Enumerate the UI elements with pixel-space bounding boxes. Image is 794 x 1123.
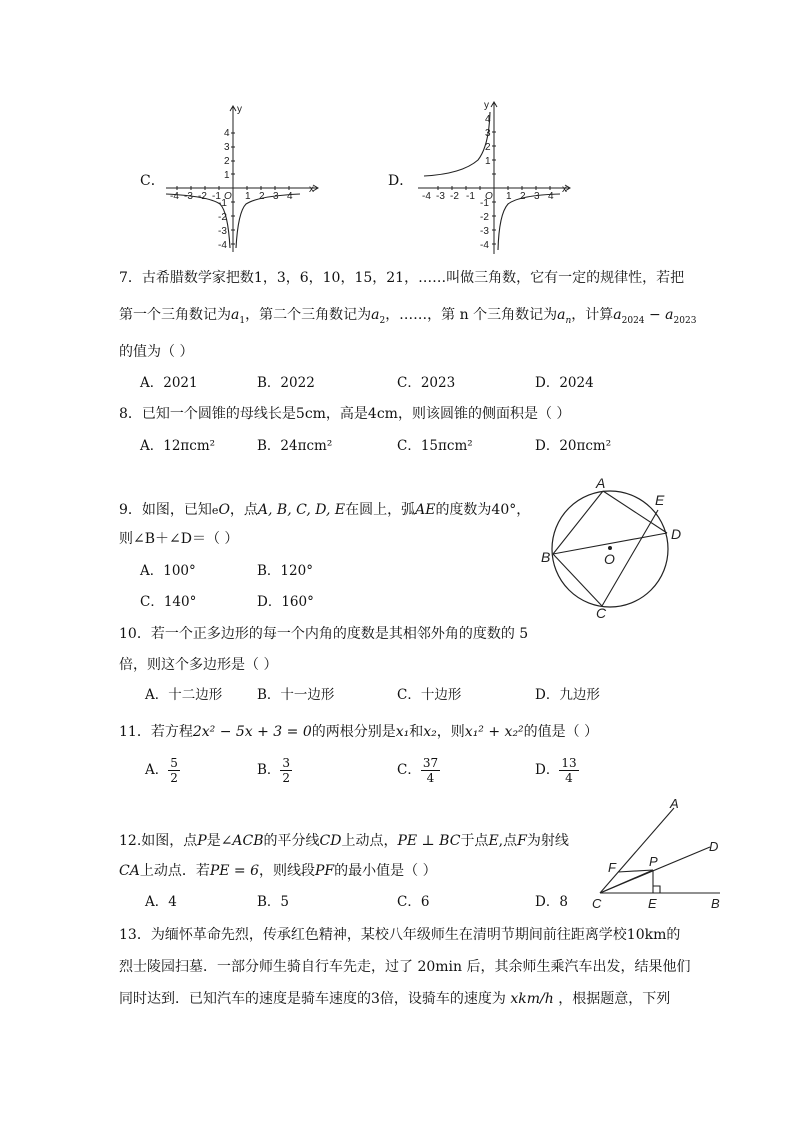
graph-d-ytick: 1: [485, 156, 491, 167]
q7-option-b[interactable]: B．2022: [257, 375, 315, 391]
q13-line2: 烈士陵园扫墓．一部分师生骑自行车先走，过了 20min 后，其余师生乘汽车出发，结果他们: [119, 959, 691, 975]
label-e: E: [655, 492, 665, 508]
q8-stem: 8．已知一个圆锥的母线长是5cm，高是4cm，则该圆锥的侧面积是（ ）: [119, 406, 571, 422]
graph-c-axes: [166, 106, 318, 252]
q12-option-b[interactable]: B．5: [257, 894, 290, 910]
label-d: D: [671, 526, 682, 542]
graph-d-origin: O: [485, 191, 493, 202]
q8-option-d[interactable]: D．20πcm²: [535, 438, 612, 454]
q12-line1: 12.如图，点P是∠ACB的平分线CD上动点，PE ⊥ BC于点E,点F为射线: [119, 833, 569, 849]
q13-line3: 同时达到．已知汽车的速度是骑车速度的3倍，设骑车的速度为 xkm/h ，根据题意，下列: [119, 991, 671, 1007]
q9-option-b[interactable]: B．120°: [257, 563, 313, 579]
graph-d-xtick: 2: [520, 191, 526, 202]
graph-c-origin: O: [224, 191, 232, 202]
q6-graph-d: [410, 96, 580, 260]
q9-circle-figure: [536, 474, 692, 620]
q10-option-b[interactable]: B．十一边形: [257, 687, 335, 703]
q9-line1: 9．如图，已知eO，点A, B, C, D, E在圆上，弧AE的度数为40°，: [119, 502, 531, 518]
label-a: A: [670, 796, 679, 811]
q6-graph-c: [158, 100, 328, 260]
q9-option-a[interactable]: A．100°: [140, 563, 196, 579]
q12-option-d[interactable]: D．8: [535, 894, 568, 910]
q11-stem: 11．若方程2x² − 5x + 3 = 0的两根分别是x₁和x₂，则x₁² + x₂²的值是（ ）: [119, 724, 599, 740]
label-a: A: [596, 475, 606, 491]
graph-d-xtick: 1: [506, 191, 512, 202]
graph-d-y-label: y: [484, 100, 489, 111]
center-point: [608, 546, 612, 550]
q10-option-c[interactable]: C．十边形: [397, 687, 462, 703]
graph-c-ytick: -1: [218, 198, 227, 209]
q10-line1: 10．若一个正多边形的每一个内角的度数是其相邻外角的度数的 5: [119, 626, 529, 642]
q8-option-a[interactable]: A．12πcm²: [140, 438, 216, 454]
right-angle-mark: [653, 886, 660, 893]
graph-d-ytick: 3: [485, 128, 491, 139]
graph-d-curves: [424, 112, 560, 250]
q11-option-a[interactable]: A． $\frac{5}{2}$: [145, 756, 178, 785]
label-o: O: [604, 551, 615, 567]
label-b: B: [711, 896, 720, 911]
graph-d-ytick: -2: [480, 212, 489, 223]
graph-c-xtick: 1: [245, 191, 251, 202]
graph-d-axes: [418, 102, 570, 254]
graph-d-xtick: -2: [450, 191, 459, 202]
graph-c-ytick: 4: [224, 128, 230, 139]
graph-c-ytick: 2: [224, 156, 230, 167]
label-c: C: [592, 896, 602, 911]
graph-c-xtick: 4: [287, 191, 293, 202]
q11-option-c[interactable]: C． $\frac{37}{4}$: [397, 756, 439, 785]
q10-option-a[interactable]: A．十二边形: [145, 687, 223, 703]
ray-ca: [600, 808, 674, 893]
q7-line2: 第一个三角数记为$a_1$，第二个三角数记为$a_2$，……，第 n 个三角数记为$a_n$，计算$a_{2024} - a_{2023}$: [119, 307, 697, 326]
graph-c-ytick: 1: [224, 170, 230, 181]
graph-c-xtick: -3: [184, 191, 193, 202]
label-f: F: [608, 860, 616, 875]
q12-option-c[interactable]: C．6: [397, 894, 430, 910]
graph-d-xtick: 3: [534, 191, 540, 202]
q12-line2: CA上动点．若PE = 6，则线段PF的最小值是（ ）: [119, 863, 437, 879]
graph-c-xtick: -1: [212, 191, 221, 202]
label-b: B: [541, 549, 551, 565]
graph-c-ytick: -3: [218, 226, 227, 237]
graph-c-xtick: -2: [198, 191, 207, 202]
graph-c-x-label: x: [309, 184, 314, 195]
graph-c-ytick: -4: [218, 240, 227, 251]
q11-option-d[interactable]: D． $\frac{13}{4}$: [535, 756, 577, 785]
q7-option-a[interactable]: A．2021: [140, 375, 198, 391]
graph-c-xtick: 3: [273, 191, 279, 202]
q13-line1: 13．为缅怀革命先烈，传承红色精神，某校八年级师生在清明节期间前往距离学校10km的: [119, 927, 681, 943]
q8-option-c[interactable]: C．15πcm²: [397, 438, 473, 454]
graph-c-y-label: y: [237, 104, 242, 115]
label-p: P: [649, 854, 658, 869]
q7-line1: 7．古希腊数学家把数1，3，6，10，15，21，……叫做三角数，它有一定的规律性，若把: [119, 270, 685, 286]
q10-line2: 倍，则这个多边形是（ ）: [119, 657, 278, 673]
q7-option-c[interactable]: C．2023: [397, 375, 456, 391]
q8-option-b[interactable]: B．24πcm²: [257, 438, 333, 454]
graph-c-xtick: 2: [259, 191, 265, 202]
graph-d-ytick: 4: [485, 114, 491, 125]
graph-d-ytick: -3: [480, 226, 489, 237]
q10-option-d[interactable]: D．九边形: [535, 687, 600, 703]
q9-option-d[interactable]: D．160°: [257, 594, 314, 610]
graph-d-x-label: x: [562, 184, 567, 195]
q7-line3: 的值为（ ）: [119, 344, 194, 360]
q6-option-d-label: D．: [388, 173, 414, 189]
q12-angle-figure: [586, 794, 736, 914]
q9-option-c[interactable]: C．140°: [140, 594, 197, 610]
q12-option-a[interactable]: A．4: [145, 894, 177, 910]
graph-c-ytick: 3: [224, 142, 230, 153]
q7-option-d[interactable]: D．2024: [535, 375, 594, 391]
graph-c-xtick: -4: [170, 191, 179, 202]
label-e: E: [648, 896, 657, 911]
graph-d-ytick: -1: [480, 198, 489, 209]
q6-option-c-label: C．: [140, 173, 165, 189]
graph-d-xtick: 4: [548, 191, 554, 202]
q11-option-b[interactable]: B． $\frac{3}{2}$: [257, 756, 291, 785]
graph-d-ytick: 2: [485, 142, 491, 153]
label-d: D: [709, 839, 719, 854]
graph-d-xtick: -1: [466, 191, 475, 202]
graph-d-xtick: -4: [422, 191, 431, 202]
graph-c-ytick: -2: [218, 212, 227, 223]
graph-d-xtick: -3: [436, 191, 445, 202]
graph-d-ytick: -4: [480, 240, 489, 251]
label-c: C: [596, 605, 607, 620]
q9-line2: 则∠B＋∠D＝（ ）: [119, 531, 239, 547]
